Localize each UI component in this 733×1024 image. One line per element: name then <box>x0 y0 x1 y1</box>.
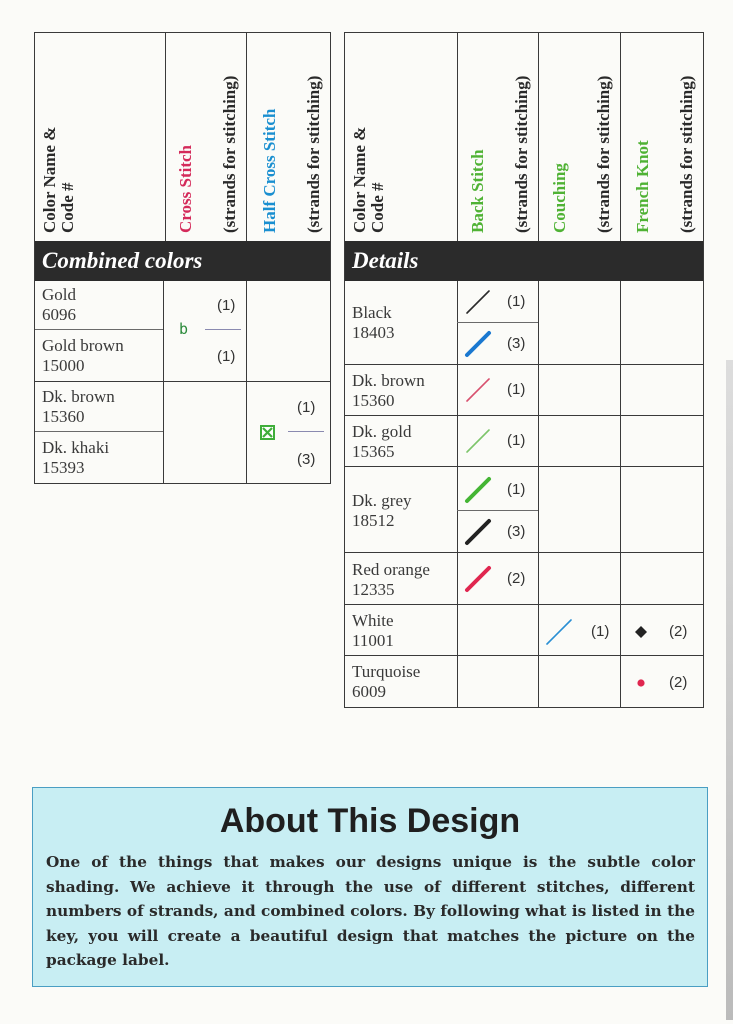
about-title: About This Design <box>219 802 521 840</box>
row-name: Red orange <box>352 560 430 579</box>
left-header-color-line2: Code # <box>58 182 77 233</box>
cross-stitch-symbol-b: b <box>179 320 189 338</box>
diamond-icon <box>634 625 648 639</box>
combined-colors-table <box>34 32 331 484</box>
table-row <box>42 387 115 427</box>
row-name: Dk. brown <box>352 371 425 390</box>
section-details <box>345 241 703 281</box>
row-name: Dk. brown <box>42 387 115 406</box>
row-code: 6009 <box>352 682 386 701</box>
back-count: (2) <box>507 570 526 587</box>
row-name: Gold brown <box>42 336 124 355</box>
back-stitch-line-icon <box>463 517 493 547</box>
row-name: Turquoise <box>352 662 421 681</box>
table-row <box>352 662 420 702</box>
row-code: 12335 <box>352 580 395 599</box>
half-cross-box-icon <box>260 425 275 445</box>
half-count: (1) <box>297 399 316 416</box>
back-count: (3) <box>507 523 526 540</box>
row-name: White <box>352 611 394 630</box>
table-row <box>352 491 411 531</box>
header-half-cross-stitch: Half Cross Stitch <box>260 108 279 233</box>
dot-icon <box>636 678 646 688</box>
table-row <box>352 422 412 462</box>
row-code: 11001 <box>352 631 394 650</box>
header-strands-french: (strands for stitching) <box>677 75 696 233</box>
table-row <box>42 438 109 478</box>
section-combined-colors <box>35 241 330 281</box>
table-row <box>352 611 394 651</box>
section-combined-colors-label: Combined colors <box>42 248 203 273</box>
table-row <box>352 560 430 600</box>
couching-line-icon <box>543 616 575 648</box>
row-code: 15360 <box>42 407 85 426</box>
header-strands-couching: (strands for stitching) <box>594 75 613 233</box>
back-stitch-line-icon <box>463 375 493 405</box>
half-count: (3) <box>297 451 316 468</box>
row-code: 18512 <box>352 511 395 530</box>
row-code: 15000 <box>42 356 85 375</box>
back-count: (1) <box>507 381 526 398</box>
row-code: 18403 <box>352 323 395 342</box>
about-body: One of the things that makes our designs unique is the subtle color shading. We achieve it through the use of different stitches, different numbers of strands, and combined colors. By following what is listed in the key, you will create a beautiful design that matches the picture on the package label. <box>46 853 695 969</box>
section-details-label: Details <box>352 248 419 273</box>
back-stitch-line-icon <box>463 564 493 594</box>
header-strands-back: (strands for stitching) <box>512 75 531 233</box>
table-row <box>352 371 425 411</box>
row-code: 15365 <box>352 442 395 461</box>
back-stitch-line-icon <box>463 475 493 505</box>
header-strands-cross: (strands for stitching) <box>220 75 239 233</box>
cross-count: (1) <box>217 297 236 314</box>
header-strands-half: (strands for stitching) <box>304 75 323 233</box>
back-count: (1) <box>507 293 526 310</box>
page-edge <box>726 360 733 1020</box>
left-header-color-line1: Color Name & <box>40 126 59 233</box>
header-back-stitch: Back Stitch <box>468 149 487 233</box>
row-name: Black <box>352 303 392 322</box>
back-stitch-line-icon <box>463 329 493 359</box>
back-count: (3) <box>507 335 526 352</box>
back-count: (1) <box>507 481 526 498</box>
row-name: Gold <box>42 285 76 304</box>
right-header-color-name <box>351 127 387 233</box>
row-code: 6096 <box>42 305 76 324</box>
table-row <box>42 336 124 376</box>
right-header-color-line1: Color Name & <box>350 126 369 233</box>
table-row <box>42 285 76 325</box>
french-count: (2) <box>669 674 688 691</box>
about-design-box <box>32 787 708 987</box>
right-header-color-line2: Code # <box>368 182 387 233</box>
header-french-knot: French Knot <box>633 140 652 233</box>
french-count: (2) <box>669 623 688 640</box>
back-stitch-line-icon <box>463 426 493 456</box>
row-code: 15393 <box>42 458 85 477</box>
details-table <box>344 32 704 708</box>
left-header-color-name <box>41 53 77 233</box>
back-count: (1) <box>507 432 526 449</box>
row-name: Dk. khaki <box>42 438 110 457</box>
couching-count: (1) <box>591 623 610 640</box>
row-name: Dk. gold <box>352 422 412 441</box>
row-name: Dk. grey <box>352 491 412 510</box>
header-cross-stitch: Cross Stitch <box>176 145 195 233</box>
cross-count: (1) <box>217 348 236 365</box>
header-couching: Couching <box>550 163 569 233</box>
row-code: 15360 <box>352 391 395 410</box>
table-row <box>352 303 395 343</box>
back-stitch-line-icon <box>463 287 493 317</box>
